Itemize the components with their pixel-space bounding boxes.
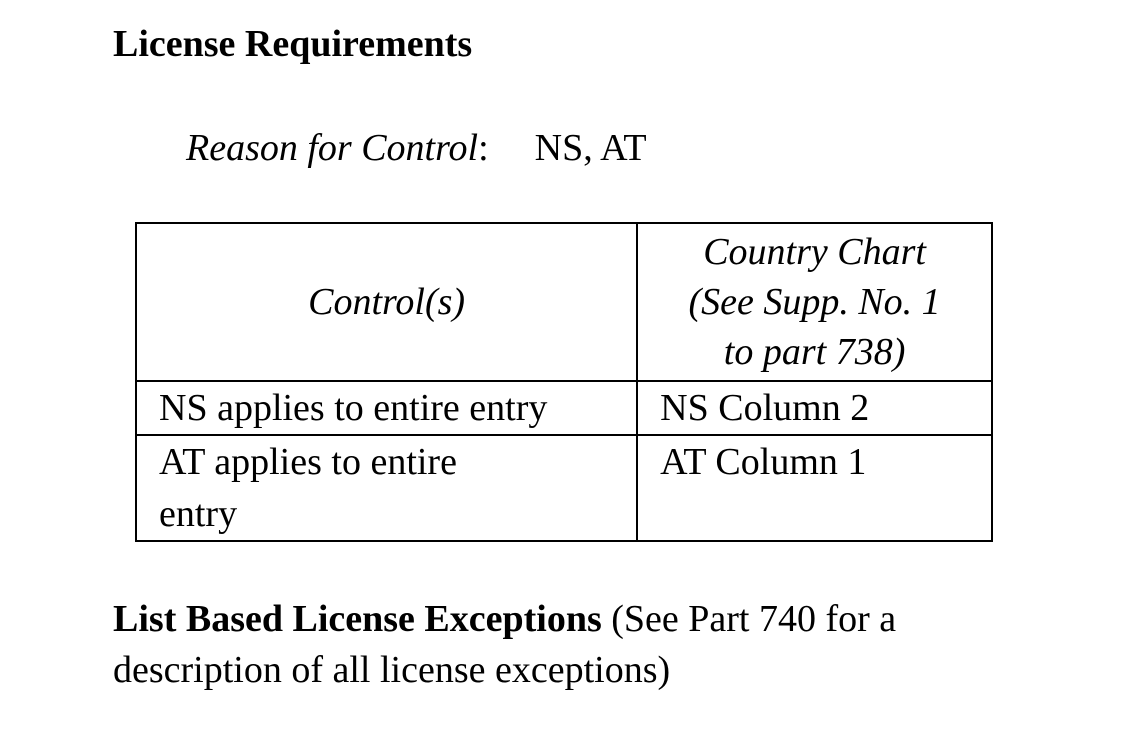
table-row [136,435,992,541]
cell-chart: NS Column 2 [637,381,992,435]
header-country-chart [637,223,992,381]
cell-control: NS applies to entire entry [136,381,637,435]
cell-control [136,435,637,541]
cell-control-text: AT applies to entire entry [159,441,457,535]
controls-table [135,222,993,542]
reason-colon: : [478,127,489,169]
header-country-chart-line2: (See Supp. No. 1 [688,281,941,323]
header-country-chart-line1: Country Chart [703,231,926,273]
exceptions-text: (See Part 740 for a description of all license exceptions) [113,598,897,691]
table-header-row [136,223,992,381]
reason-value: NS, AT [534,127,647,169]
cell-chart: AT Column 1 [637,435,992,541]
header-controls: Control(s) [136,223,637,381]
reason-label: Reason for Control [186,127,479,169]
header-country-chart-line3: to part 738) [723,331,906,373]
reason-for-control [186,124,647,172]
section-heading: License Requirements [113,23,473,65]
license-exceptions-paragraph [113,594,1013,696]
exceptions-heading: List Based License Exceptions [113,598,602,640]
table-row [136,381,992,435]
